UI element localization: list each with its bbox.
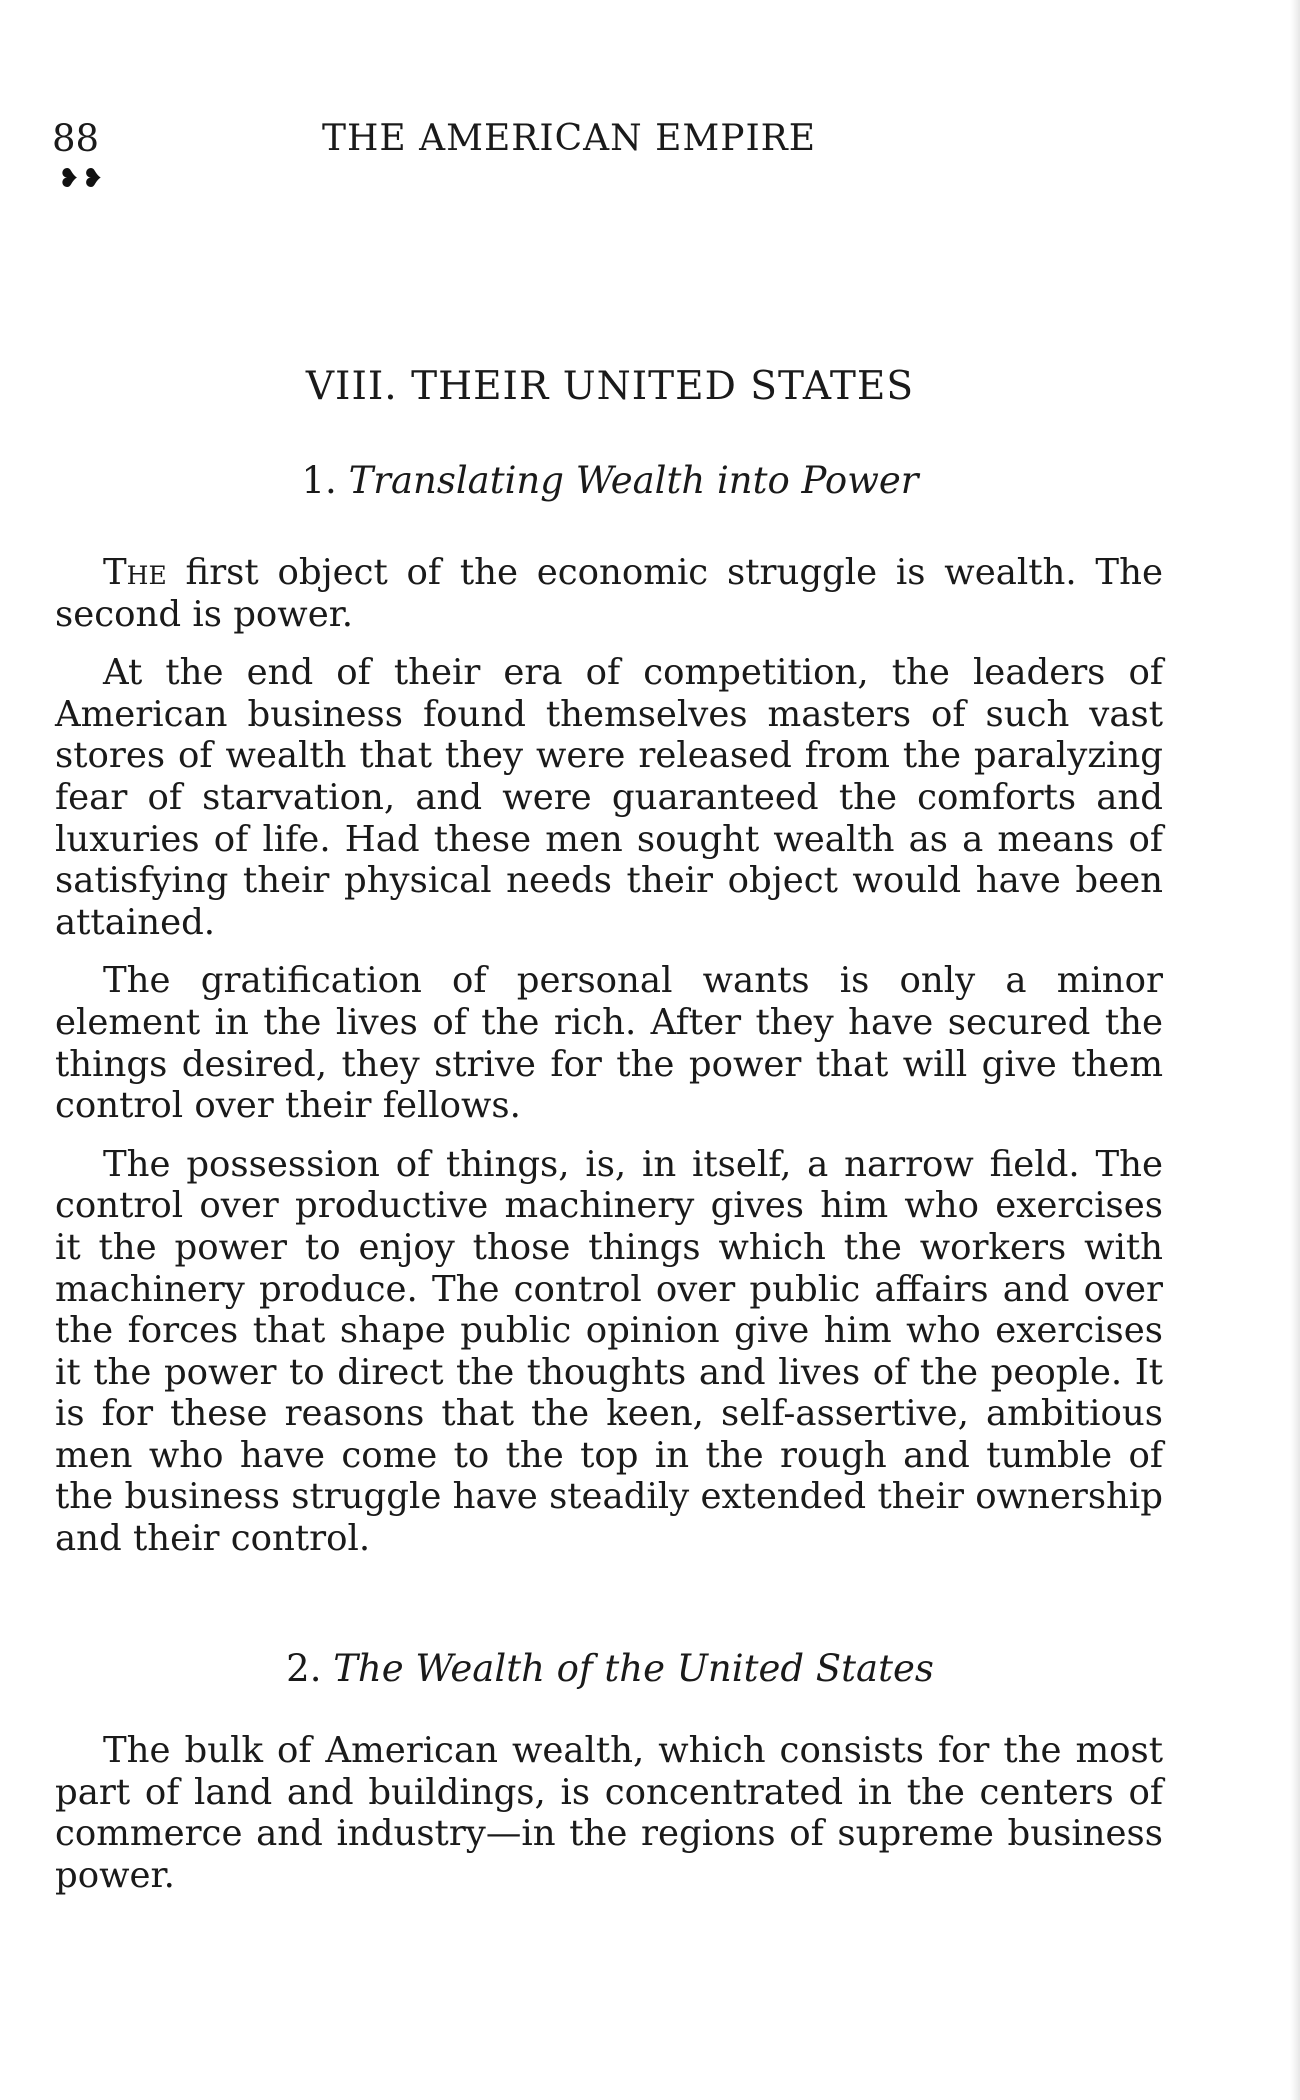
running-title: THE AMERICAN EMPIRE (322, 118, 817, 159)
page-number: 88 (52, 117, 100, 160)
section-title: The Wealth of the United States (333, 1647, 934, 1690)
section-number: 1. (301, 459, 337, 502)
paragraph-lead-word: The (103, 552, 167, 593)
section-1-body (55, 552, 1163, 1577)
paragraph: At the end of their era of competition, the leaders of American business found themselves masters of such vast stores of wealth that they were released from the paralyzing fear of starvation, and were guaranteed the comforts and luxuries of life. Had these men sought wealth as a means of satisfying their physical needs their object would have been attained. (55, 652, 1163, 943)
chapter-title: VIII. THEIR UNITED STATES (305, 364, 915, 409)
paragraph: The possession of things, is, in itself, a narrow field. The control over productive machinery gives him who exercises it the power to enjoy those things which the workers with machinery produce. The control over public affairs and over the forces that shape public opinion give him who exercises it the power to direct the thoughts and lives of the people. It is for these reasons that the keen, self-assertive, ambitious men who have come to the top in the rough and tumble of the business struggle have steadily extended their ownership and their control. (55, 1143, 1163, 1560)
scan-edge (1290, 0, 1300, 2100)
paragraph (55, 552, 1163, 635)
section-number: 2. (286, 1647, 322, 1690)
paragraph: The gratification of personal wants is only a minor element in the lives of the rich. After they have secured the things desired, they strive for the power that will give them control over their fellows. (55, 960, 1163, 1127)
section-2-body (55, 1730, 1163, 1913)
section-heading-1 (0, 458, 1220, 504)
section-heading-2 (0, 1646, 1220, 1692)
section-title: Translating Wealth into Power (348, 459, 919, 502)
paragraph-text: first object of the economic struggle is wealth. The second is power. (55, 552, 1163, 635)
ornament-marks: ❥❥ (58, 164, 106, 194)
running-head (52, 117, 1172, 194)
paragraph: The bulk of American wealth, which consists for the most part of land and buildings, is concentrated in the centers of commerce and industry—in the regions of supreme business power. (55, 1730, 1163, 1896)
